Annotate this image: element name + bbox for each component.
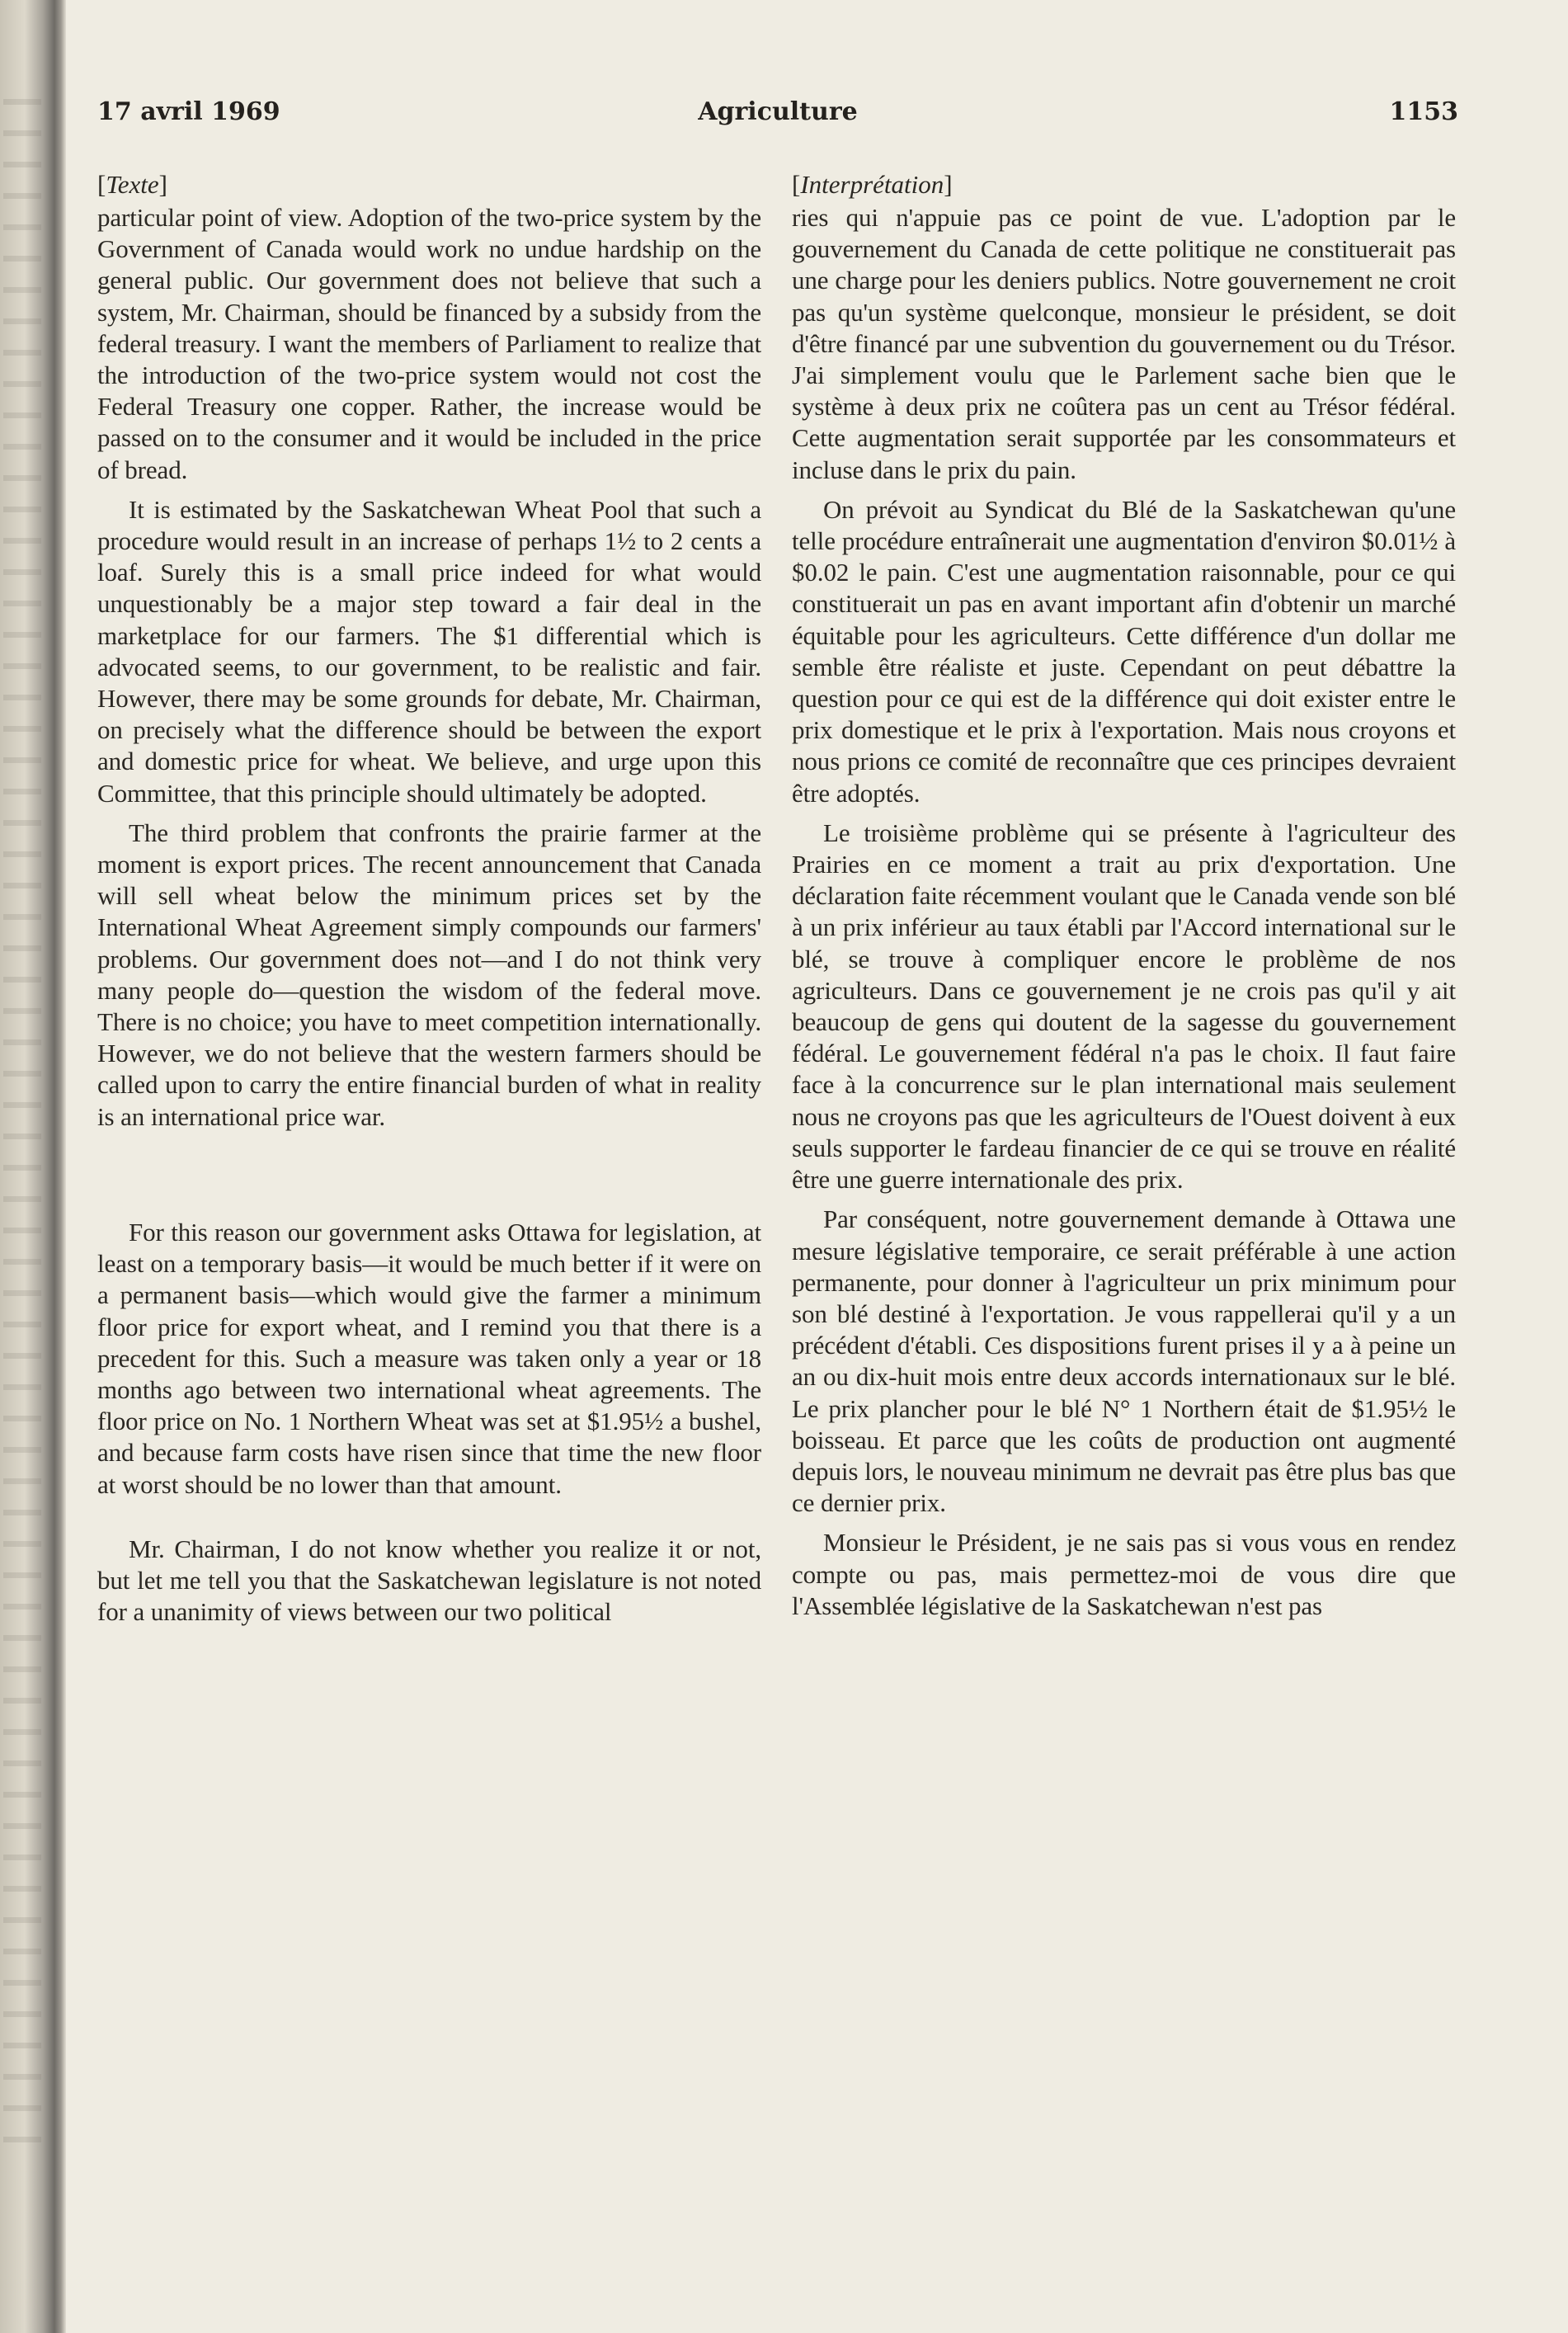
paragraph: ries qui n'appuie pas ce point de vue. L'adoption par le gouvernement du Canada de cette politique ne constituerait pas une charge pour les deniers publics. Notre gouvernement ne croit pas qu'un système quelconque, monsieur le président, se doit d'être financé par une subvention du gouvernement ou du Trésor. J'ai simplement voulu que le Parlement sache bien que le système à deux prix ne coûtera pas un cent au Trésor fédéral. Cette augmentation serait supportée par les consommateurs et incluse dans le prix du pain. (792, 203, 1456, 484)
column-gap (97, 1501, 761, 1525)
english-text-column (97, 169, 761, 1628)
page-number: 1153 (1389, 97, 1458, 126)
paragraph: particular point of view. Adoption of the two-price system by the Government of Canada would work no undue hardship on the general public. Our government does not believe that such a system, Mr. Chairman, should be financed by a subsidy from the federal treasury. I want the members of Parliament to realize that the introduction of the two-price system would not cost the Federal Treasury one copper. Rather, the increase would be passed on to the consumer and it would be included in the price of bread. (97, 203, 761, 484)
page (97, 0, 1458, 2333)
facing-page-bleed (3, 99, 41, 2161)
running-header (97, 97, 1458, 130)
paragraph: Par conséquent, notre gouvernement demande à Ottawa une mesure législative temporaire, ce serait préférable à une action permanente, pour donner à l'agriculteur un prix minimum pour son blé destiné à l'exportation. Je vous rappellerai qu'il y a un précédent d'établi. Ces dispositions furent prises il y a à peine un an ou dix-huit mois entre deux accords internationaux sur le blé. Le prix plancher pour le blé N° 1 Northern était de $1.95½ le boisseau. Et parce que les coûts de production ont augmenté depuis lors, le nouveau minimum ne devrait pas être plus bas que ce dernier prix. (792, 1204, 1456, 1518)
column-label-texte: [Texte] (97, 170, 167, 199)
header-date: 17 avril 1969 (97, 97, 280, 126)
paragraph: On prévoit au Syndicat du Blé de la Saskatchewan qu'une telle procédure entraînerait une augmentation d'environ $0.01½ à $0.02 le pain. C'est une augmentation raisonnable, pour ce qui constituerait un pas en avant important afin d'obtenir un marché équitable pour les agriculteurs. Cette différence d'un dollar me semble être réaliste et juste. Cependant on peut débattre la question pour ce qui est de la différence qui doit exister entre le prix domestique et le prix à l'exportation. Mais nous croyons et nous prions ce comité de reconnaître que ces principes devraient être adoptés. (792, 494, 1456, 808)
header-section-title: Agriculture (698, 97, 858, 126)
paragraph: It is estimated by the Saskatchewan Wheat Pool that such a procedure would result in an increase of perhaps 1½ to 2 cents a loaf. Surely this is a small price indeed for what would unquestionably be a major step toward a fair deal in the marketplace for our farmers. The $1 differential which is advocated seems, to our government, to be realistic and fair. However, there may be some grounds for debate, Mr. Chairman, on precisely what the difference should be between the export and domestic price for wheat. We believe, and urge upon this Committee, that this principle should ultimately be adopted. (97, 494, 761, 808)
column-label-interpretation: [Interprétation] (792, 170, 953, 199)
paragraph: Monsieur le Président, je ne sais pas si vous vous en rendez compte ou pas, mais permettez-moi de vous dire que l'Assemblée législative de la Saskatchewan n'est pas (792, 1528, 1456, 1620)
french-interpretation-column (792, 169, 1456, 1622)
paragraph: For this reason our government asks Ottawa for legislation, at least on a temporary basis—it would be much better if it were on a permanent basis—which would give the farmer a minimum floor price for export wheat, and I remind you that there is a precedent for this. Such a measure was taken only a year or 18 months ago between two international wheat agreements. The floor price on No. 1 Northern Wheat was set at $1.95½ a bushel, and because farm costs have risen since that time the new floor at worst should be no lower than that amount. (97, 1217, 761, 1499)
paragraph: Mr. Chairman, I do not know whether you realize it or not, but let me tell you that the Saskatchewan legislature is not noted for a unanimity of views between our two political (97, 1534, 761, 1627)
paragraph: Le troisième problème qui se présente à l'agriculteur des Prairies en ce moment a trait au prix d'exportation. Une déclaration faite récemment voulant que le Canada vende son blé à un prix inférieur au taux établi par l'Accord international sur le blé, se trouve à compliquer encore le problème de nos agriculteurs. Dans ce gouvernement je ne crois pas qu'il y ait beaucoup de gens qui doutent de la sagesse du gouvernement fédéral. Le gouvernement fédéral n'a pas le choix. Il faut faire face à la concurrence sur le plan international mais seulement nous ne croyons pas que les agriculteurs de l'Ouest doivent à eux seuls supporter le fardeau financier de ce qui se trouve en réalité être une guerre internationale des prix. (792, 818, 1456, 1195)
paragraph: The third problem that confronts the prairie farmer at the moment is export prices. The recent announcement that Canada will sell wheat below the minimum prices set by the International Wheat Agreement simply compounds our farmers' problems. Our government does not—and I do not think very many people do—question the wisdom of the federal move. There is no choice; you have to meet competition internationally. However, we do not believe that the western farmers should be called upon to carry the entire financial burden of what in reality is an international price war. (97, 818, 761, 1131)
column-gap (97, 1133, 761, 1209)
